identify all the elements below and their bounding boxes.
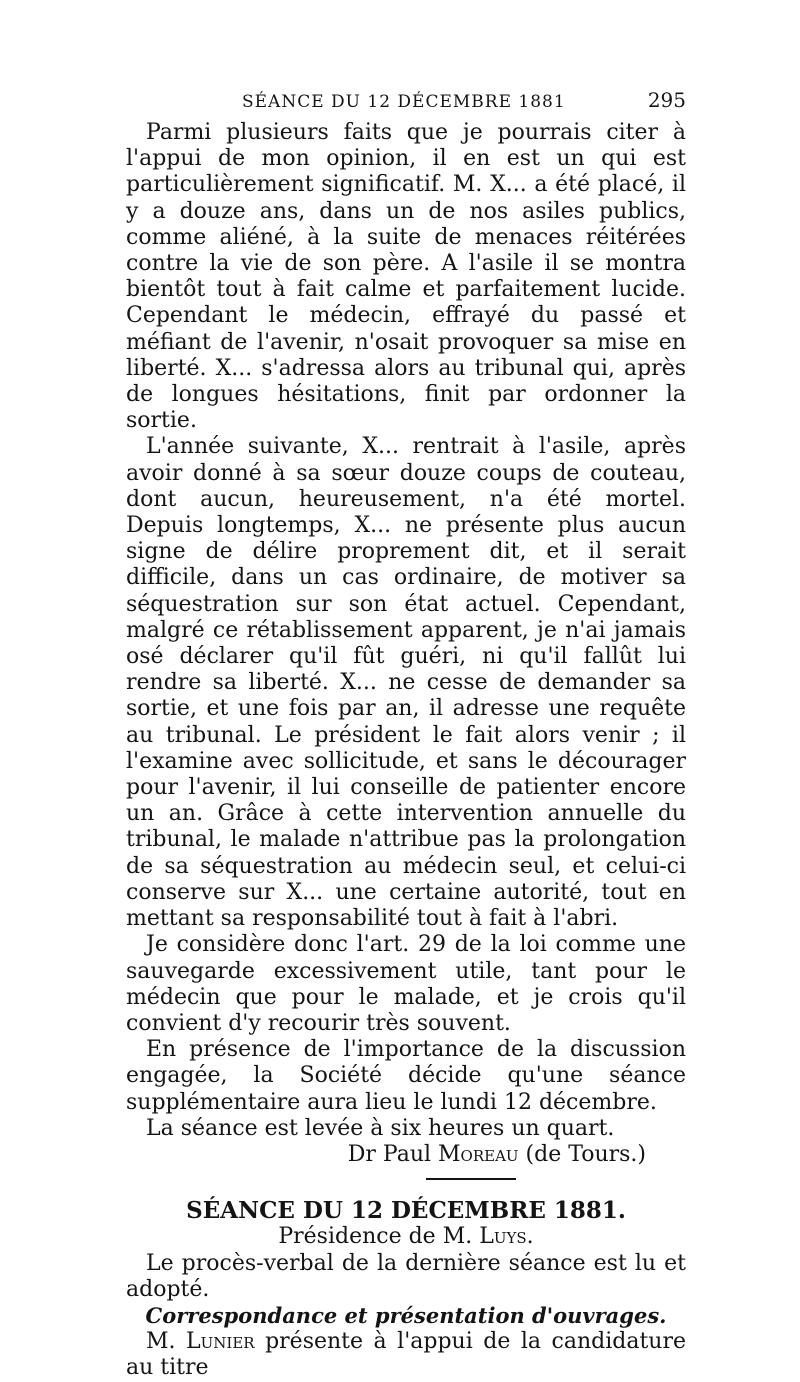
presidence-prefix: Présidence de M. — [278, 1224, 480, 1250]
paragraph-following-year: L'année suivante, X... rentrait à l'asile, après avoir donné à sa sœur douze coups de couteau, dont aucun, heureusement, n'a été mortel. Depuis longtemps, X... ne présente plus aucun signe de délire proprement dit, et il serait difficile, dans un cas ordinaire, de motiver sa séquestration sur son état actuel. Cependant, malgré ce rétablissement apparent, je n'ai jamais osé déclarer qu'il fût guéri, ni qu'il fallût lui rendre sa liberté. X... ne cesse de demander sa sortie, et une fois par an, il adresse une requête au tribunal. Le président le fait alors venir ; il l'examine avec sollicitude, et sans le décourager pour l'avenir, il lui conseille de patienter encore un an. Grâce à cette intervention annuelle du tribunal, le malade n'attribue pas la prolongation de sa séquestration au médecin seul, et celui-ci conserve sur X... une certaine autorité, tout en mettant sa responsabilité tout à fait à l'abri. — [126, 434, 686, 932]
signature-prefix: Dr Paul — [347, 1141, 439, 1167]
last-prefix: M. — [146, 1329, 187, 1355]
running-title: SÉANCE DU 12 DÉCEMBRE 1881 — [242, 92, 566, 112]
paragraph-adjournment: La séance est levée à six heures un quart. — [146, 1115, 615, 1141]
subheading: Correspondance et présentation d'ouvrages. — [145, 1302, 667, 1328]
body-text — [126, 120, 686, 1382]
signature-suffix: (de Tours.) — [518, 1141, 646, 1167]
last-line — [126, 1329, 686, 1381]
page-number: 295 — [647, 88, 686, 112]
last-text: présente à l'appui de la candidature au titre — [126, 1329, 686, 1381]
running-header — [126, 84, 686, 114]
last-name: Lunier — [186, 1329, 255, 1355]
signature — [126, 1142, 686, 1168]
presidence-name: Luys. — [479, 1224, 534, 1250]
paragraph-conclusion: Je considère donc l'art. 29 de la loi comme une sauvegarde excessivement utile, tant pour le médecin que pour le malade, et je crois qu'il convient d'y recourir très souvent. — [126, 932, 686, 1036]
section-divider — [426, 1178, 516, 1180]
signature-name: Moreau — [438, 1141, 519, 1167]
paragraph-extra-session: En présence de l'importance de la discussion engagée, la Société décide qu'une séance supplémentaire aura lieu le lundi 12 décembre. — [126, 1037, 686, 1115]
minutes-line: Le procès-verbal de la dernière séance est lu et adopté. — [126, 1250, 686, 1302]
presidence-line — [126, 1224, 686, 1250]
section-title: SÉANCE DU 12 DÉCEMBRE 1881. — [186, 1197, 626, 1225]
paragraph-case-study: Parmi plusieurs faits que je pourrais citer à l'appui de mon opinion, il en est un qui est particulièrement significatif. M. X... a été placé, il y a douze ans, dans un de nos asiles publics, comme aliéné, à la suite de menaces réitérées contre la vie de son père. A l'asile il se montra bientôt tout à fait calme et parfaitement lucide. Cependant le médecin, effrayé du passé et méfiant de l'avenir, n'osait provoquer sa mise en liberté. X... s'adressa alors au tribunal qui, après de longues hésitations, finit par ordonner la sortie. — [126, 120, 686, 434]
